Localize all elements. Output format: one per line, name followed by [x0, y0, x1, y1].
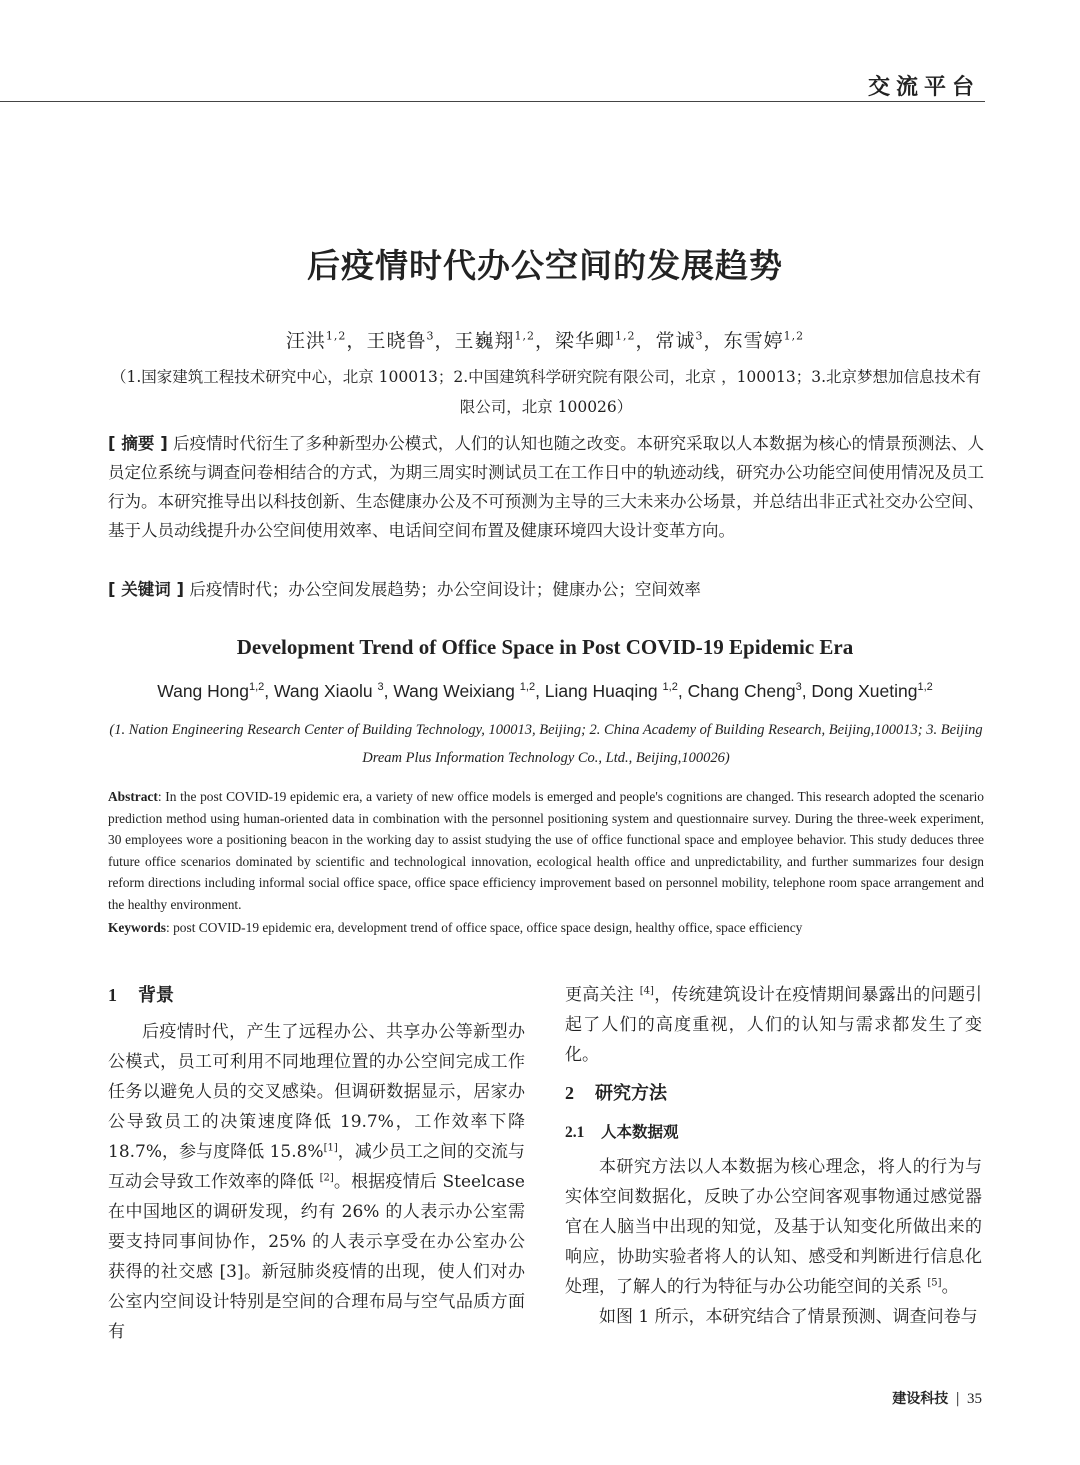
abstract-cn-label: [ 摘要 ] — [108, 434, 168, 453]
section-label: 交流平台 — [867, 75, 980, 100]
author-name: 东雪婷 — [723, 330, 784, 352]
author-affiliation-mark: 3 — [426, 329, 435, 343]
author-separator: , — [264, 681, 275, 701]
affiliation-en: (1. Nation Engineering Research Center of Building Technology, 100013, Beijing; 2. China Academy of Building Research, Beijing,100013; 3. Beijing Dream Plus Information Technology Co., Ltd., Beijing,100026) — [109, 722, 983, 766]
body-column-left — [108, 980, 525, 1347]
author-name: Wang Xiaolu — [274, 681, 378, 701]
abstract-cn-text: 后疫情时代衍生了多种新型办公模式，人们的认知也随之改变。本研究采取以人本数据为核心的情景预测法、人员定位系统与调查问卷相结合的方式，为期三周实时测试员工在工作日中的轨迹动线，研究办公功能空间使用情况及员工行为。本研究推导出以科技创新、生态健康办公及不可预测为主导的三大未来办公场景，并总结出非正式社交办公空间、基于人员动线提升办公空间使用效率、电话间空间布置及健康环境四大设计变革方向。 — [108, 434, 984, 540]
author-name: Wang Weixiang — [393, 681, 520, 701]
keywords-en-label: Keywords — [108, 920, 167, 935]
text-run: 后疫情时代，产生了远程办公、共享办公等新型办公模式，员工可利用不同地理位置的办公空间完成工作任务以避免人员的交叉感染。但调研数据显示，居家办公导致员工的决策速度降低 19.7%，工作效率下降 18.7%，参与度降低 15.8% — [108, 1022, 525, 1162]
text-run: 。根据疫情后 Steelcase 在中国地区的调研发现，约有 26% 的人表示办公室需要支持同事间协作，25% 的人表示享受在办公室办公获得的社交感 [3]。新冠肺炎疫情的出现，使人们对办公室内空间设计特别是空间的合理布局与空气品质方面有 — [108, 1172, 525, 1342]
author-affiliation-mark: 3 — [695, 329, 704, 343]
author-name: Dong Xueting — [811, 681, 918, 701]
section-title: 研究方法 — [595, 1083, 667, 1104]
text-run: ，传统建筑设计在疫情期间暴露出的问题引起了人们的高度重视，人们的认知与需求都发生了变化。 — [565, 985, 983, 1065]
author-separator: , — [677, 681, 688, 701]
author-affiliation-mark: 1,2 — [514, 329, 535, 343]
keywords-cn-text: 后疫情时代；办公空间发展趋势；办公空间设计；健康办公；空间效率 — [189, 580, 701, 599]
author-separator: ， — [346, 330, 367, 352]
authors-en — [0, 681, 1080, 702]
page-footer — [892, 1388, 982, 1408]
keywords-cn — [108, 575, 984, 604]
text-run: 本研究方法以人本数据为核心理念，将人的行为与实体空间数据化，反映了办公空间客观事物通过感觉器官在人脑当中出现的知觉，及基于认知变化所做出来的响应，协助实验者将人的认知、感受和判断进行信息化处理，了解人的行为特征与办公功能空间的关系 — [565, 1157, 982, 1297]
keywords-en-text: : post COVID-19 epidemic era, development trend of office space, office space design, healthy office, space efficiency — [166, 920, 803, 935]
author-affiliation-mark: 3 — [795, 681, 802, 694]
author-name: 梁华卿 — [555, 330, 616, 352]
section-title: 背景 — [138, 985, 174, 1006]
affiliation-cn: （1.国家建筑工程技术研究中心，北京 100013；2.中国建筑科学研究院有限公司，北京 ，100013；3.北京梦想加信息技术有限公司，北京 100026） — [110, 368, 982, 416]
text-run: 更高关注 — [565, 985, 640, 1005]
page-number: 35 — [967, 1391, 982, 1407]
author-affiliation-mark: 1,2 — [519, 681, 536, 694]
author-affiliation-mark: 1,2 — [248, 681, 265, 694]
author-affiliation-mark: 1,2 — [917, 681, 933, 694]
author-name: Wang Hong — [157, 681, 249, 701]
author-separator: ， — [703, 330, 724, 352]
author-separator: ， — [534, 330, 555, 352]
section-number: 1 — [108, 985, 117, 1005]
body-column-right — [565, 980, 982, 1332]
citation-mark: [2] — [319, 1172, 334, 1184]
subsection-heading-2-1 — [565, 1117, 982, 1148]
author-separator: ， — [434, 330, 455, 352]
subsection-title: 人本数据观 — [601, 1123, 679, 1141]
text-run: 。 — [941, 1277, 959, 1297]
paragraph — [108, 1017, 525, 1347]
paragraph — [565, 1152, 982, 1302]
author-name: 王晓鲁 — [366, 330, 427, 352]
author-name: Liang Huaqing — [544, 681, 663, 701]
abstract-en-text: : In the post COVID-19 epidemic era, a variety of new office models is emerged and people's cognitions are changed. This research adopted the scenario prediction method using human-oriented data in combination with the personnel positioning system and questionnaire survey. During the three-week experiment, 30 employees wore a positioning beacon in the working day to assist studying the use of office functional space and employee behavior. This study deduces three future office scenarios dominated by scientific and technological innovation, ecological health office and unpredictability, and further summarizes four design reform directions including informal social office space, office space efficiency improvement based on personnel mobility, telephone room space arrangement and the healthy environment. — [108, 789, 984, 912]
paper-title-cn: 后疫情时代办公空间的发展趋势 — [307, 246, 783, 285]
abstract-en-label: Abstract — [108, 789, 158, 804]
author-name: 汪洪 — [285, 330, 326, 352]
section-heading-1 — [108, 980, 525, 1011]
author-affiliation-mark: 3 — [377, 681, 384, 694]
author-separator: ， — [635, 330, 656, 352]
citation-mark: [5] — [927, 1277, 942, 1289]
footer-separator: | — [955, 1391, 960, 1407]
author-name: Chang Cheng — [687, 681, 796, 701]
keywords-cn-label: [ 关键词 ] — [108, 580, 185, 599]
paper-title-en: Development Trend of Office Space in Post COVID-19 Epidemic Era — [236, 635, 854, 659]
journal-name: 建设科技 — [892, 1391, 949, 1407]
text-run: ，减少员工之间的交流与互动会导致工作效率的降低 — [108, 1142, 526, 1192]
paragraph — [565, 980, 982, 1070]
section-heading-2 — [565, 1078, 982, 1109]
citation-mark: [1] — [323, 1142, 338, 1154]
author-separator: , — [801, 681, 812, 701]
author-affiliation-mark: 1,2 — [783, 329, 805, 343]
section-number: 2 — [565, 1083, 574, 1103]
keywords-en — [108, 917, 984, 939]
author-affiliation-mark: 1,2 — [325, 329, 347, 343]
abstract-en — [108, 786, 984, 916]
subsection-number: 2.1 — [565, 1124, 585, 1141]
author-separator: , — [535, 681, 545, 701]
authors-cn — [0, 326, 1080, 353]
text-run: 如图 1 所示，本研究结合了情景预测、调查问卷与 — [599, 1307, 978, 1327]
abstract-cn — [108, 429, 984, 545]
author-affiliation-mark: 1,2 — [615, 329, 636, 343]
citation-mark: [4] — [639, 985, 654, 997]
author-name: 常诚 — [655, 330, 696, 352]
author-separator: , — [383, 681, 394, 701]
header-rule — [0, 101, 985, 102]
paragraph — [565, 1302, 982, 1332]
author-name: 王巍翔 — [454, 330, 515, 352]
author-affiliation-mark: 1,2 — [662, 681, 678, 694]
